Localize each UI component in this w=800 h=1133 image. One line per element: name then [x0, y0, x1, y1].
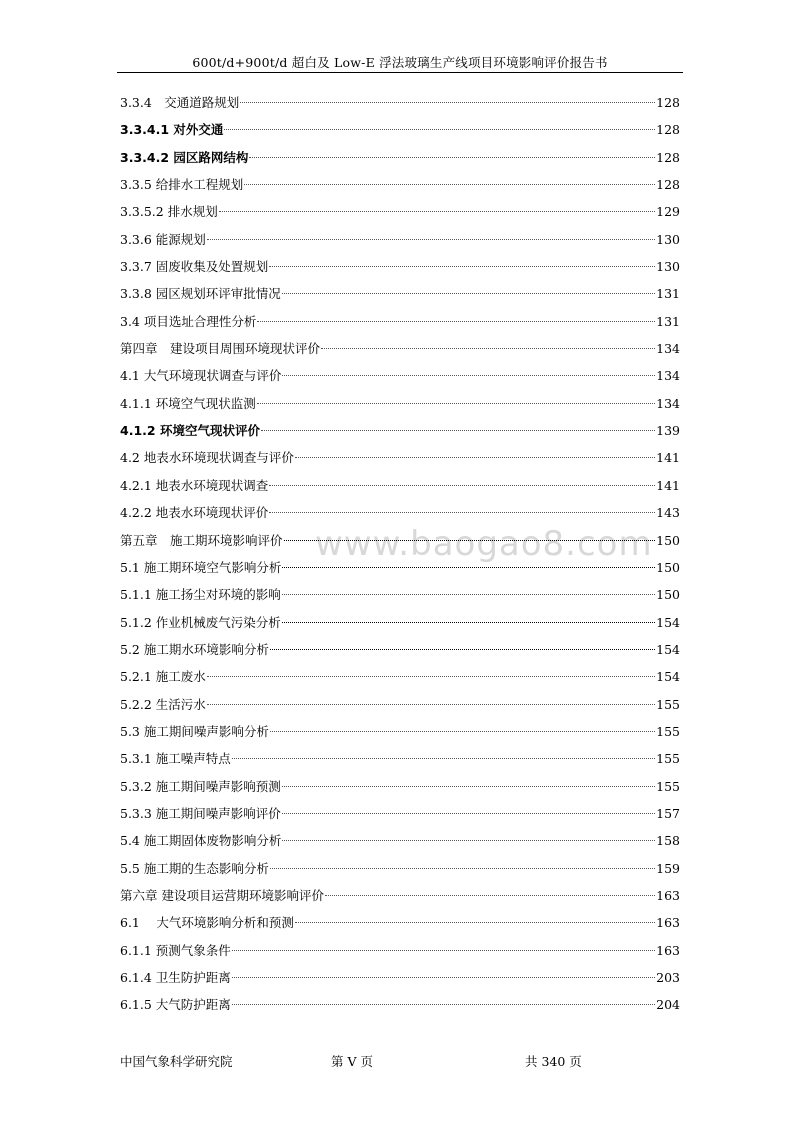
toc-entry-label: 3.3.5 给排水工程规划 — [120, 177, 244, 193]
footer-page-number: 第 V 页 — [331, 1054, 373, 1069]
toc-entry-page: 131 — [656, 286, 680, 302]
toc-leader-dots — [295, 445, 655, 459]
toc-entry-page: 163 — [656, 915, 680, 931]
toc-entry-label: 5.1 施工期环境空气影响分析 — [120, 559, 282, 575]
toc-leader-dots — [232, 992, 655, 1006]
toc-leader-dots — [295, 910, 655, 924]
toc-entry-page: 150 — [656, 587, 680, 603]
toc-entry-page: 203 — [656, 970, 680, 985]
toc-entry-label: 6.1 大气环境影响分析和预测 — [120, 915, 294, 931]
document-header-title: 600t/d+900t/d 超白及 Low-E 浮法玻璃生产线项目环境影响评价报告书 — [192, 55, 608, 70]
table-of-contents — [120, 93, 680, 1023]
toc-entry-label: 3.3.6 能源规划 — [120, 231, 206, 247]
toc-entry-page: 128 — [656, 149, 680, 165]
toc-leader-dots — [232, 937, 655, 951]
toc-entry-label: 5.3.1 施工噪声特点 — [120, 751, 231, 767]
toc-entry-page: 141 — [656, 450, 680, 466]
toc-leader-dots — [269, 500, 655, 514]
toc-entry-label: 第五章 施工期环境影响评价 — [120, 532, 283, 548]
toc-entry-page: 141 — [656, 477, 680, 493]
toc-entry-page: 154 — [656, 669, 680, 685]
toc-leader-dots — [270, 855, 655, 869]
toc-entry-page: 157 — [656, 805, 680, 821]
toc-entry-page: 139 — [656, 423, 680, 439]
toc-entry-label: 6.1.1 预测气象条件 — [120, 942, 231, 958]
toc-entry-label: 第四章 建设项目周围环境现状评价 — [120, 341, 321, 357]
toc-entry-label: 6.1.4 卫生防护距离 — [120, 970, 231, 985]
toc-leader-dots — [207, 691, 655, 705]
toc-entry-page: 128 — [656, 177, 680, 193]
page-footer — [0, 1052, 800, 1072]
toc-leader-dots — [282, 554, 655, 568]
toc-entry-page: 128 — [656, 122, 680, 138]
toc-leader-dots — [257, 308, 655, 322]
toc-entry-page: 150 — [656, 532, 680, 548]
toc-leader-dots — [261, 418, 655, 432]
toc-entry-label: 3.3.4.2 园区路网结构 — [120, 149, 249, 165]
toc-leader-dots — [232, 965, 655, 979]
toc-leader-dots — [282, 363, 655, 377]
toc-leader-dots — [284, 527, 656, 541]
toc-entry-label: 第六章 建设项目运营期环境影响评价 — [120, 887, 324, 903]
toc-entry-label: 5.3.3 施工期间噪声影响评价 — [120, 805, 281, 821]
toc-entry-page: 131 — [656, 313, 680, 329]
toc-entry-label: 6.1.5 大气防护距离 — [120, 997, 231, 1013]
toc-leader-dots — [224, 117, 655, 131]
toc-leader-dots — [269, 472, 655, 486]
toc-leader-dots — [244, 172, 655, 186]
footer-total-pages: 共 340 页 — [525, 1054, 582, 1069]
toc-entry-label: 5.1.1 施工扬尘对环境的影响 — [120, 587, 281, 603]
toc-entry-page: 130 — [656, 231, 680, 247]
toc-entry-page: 155 — [656, 723, 680, 739]
toc-entry-page: 155 — [656, 778, 680, 794]
toc-leader-dots — [282, 828, 655, 842]
toc-entry-label: 3.3.7 固废收集及处置规划 — [120, 259, 269, 275]
toc-entry-label: 4.2.2 地表水环境现状评价 — [120, 505, 269, 521]
toc-entry-page: 143 — [656, 505, 680, 521]
toc-entry-page: 159 — [656, 860, 680, 876]
toc-entry-label: 5.3 施工期间噪声影响分析 — [120, 723, 269, 739]
toc-entry-label: 3.3.5.2 排水规划 — [120, 204, 218, 220]
toc-leader-dots — [325, 882, 655, 896]
toc-entry-page: 204 — [656, 997, 680, 1013]
toc-entry-page: 134 — [656, 368, 680, 384]
toc-leader-dots — [270, 718, 655, 732]
toc-entry-page: 128 — [656, 95, 680, 110]
toc-leader-dots — [219, 199, 655, 213]
toc-entry-label: 5.2 施工期水环境影响分析 — [120, 641, 269, 657]
toc-entry-label: 5.1.2 作业机械废气污染分析 — [120, 614, 281, 630]
toc-entry-page: 150 — [656, 559, 680, 575]
toc-entry-label: 5.5 施工期的生态影响分析 — [120, 860, 269, 876]
toc-entry-label: 4.2 地表水环境现状调查与评价 — [120, 450, 294, 466]
toc-leader-dots — [232, 746, 655, 760]
toc-entry-label: 3.3.8 园区规划环评审批情况 — [120, 286, 281, 302]
toc-entry-label: 3.3.4 交通道路规划 — [120, 95, 240, 110]
toc-entry-label: 4.1.1 环境空气现状监测 — [120, 395, 256, 411]
toc-leader-dots — [269, 254, 655, 268]
toc-entry-label: 5.2.2 生活污水 — [120, 696, 206, 712]
toc-leader-dots — [282, 582, 655, 596]
toc-entry-label: 5.4 施工期固体废物影响分析 — [120, 833, 282, 849]
footer-organization: 中国气象科学研究院 — [120, 1054, 233, 1069]
toc-leader-dots — [282, 609, 655, 623]
toc-entry-page: 163 — [656, 887, 680, 903]
toc-leader-dots — [282, 773, 655, 787]
toc-leader-dots — [321, 336, 655, 350]
toc-entry-page: 129 — [656, 204, 680, 220]
header-rule — [117, 72, 683, 73]
toc-entry-label: 5.2.1 施工废水 — [120, 669, 206, 685]
toc-entry-page: 158 — [656, 833, 680, 849]
toc-entry-label: 3.4 项目选址合理性分析 — [120, 313, 257, 329]
toc-entry-page: 163 — [656, 942, 680, 958]
toc-leader-dots — [207, 664, 655, 678]
toc-entry-page: 134 — [656, 395, 680, 411]
toc-entry-page: 155 — [656, 751, 680, 767]
toc-leader-dots — [270, 636, 655, 650]
toc-entry-page: 154 — [656, 641, 680, 657]
toc-entry-label: 5.3.2 施工期间噪声影响预测 — [120, 778, 281, 794]
toc-leader-dots — [282, 800, 655, 814]
toc-entry-page: 130 — [656, 259, 680, 275]
toc-leader-dots — [249, 144, 655, 158]
watermark: www.baogao8.com — [315, 524, 653, 564]
toc-entry-label: 4.2.1 地表水环境现状调查 — [120, 477, 269, 493]
toc-leader-dots — [282, 281, 655, 295]
toc-leader-dots — [240, 90, 655, 104]
toc-entry-page: 155 — [656, 696, 680, 712]
toc-entry-label: 3.3.4.1 对外交通 — [120, 122, 224, 138]
toc-entry-label: 4.1 大气环境现状调查与评价 — [120, 368, 282, 384]
toc-entry-label: 4.1.2 环境空气现状评价 — [120, 423, 260, 439]
toc-entry-page: 134 — [656, 341, 680, 357]
toc-entry[interactable] — [120, 995, 680, 1022]
toc-leader-dots — [257, 390, 655, 404]
toc-leader-dots — [207, 226, 655, 240]
toc-entry-page: 154 — [656, 614, 680, 630]
